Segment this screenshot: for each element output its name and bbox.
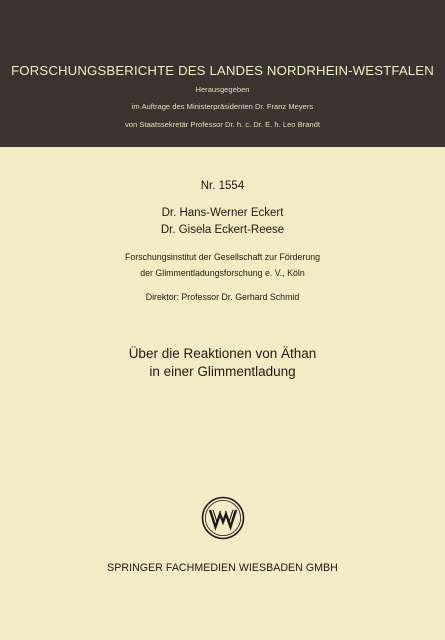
director-line: Direktor: Professor Dr. Gerhard Schmid <box>145 292 300 302</box>
book-title-line-2: in einer Glimmentladung <box>149 364 296 379</box>
editor-line-2: im Auftrage des Ministerpräsidenten Dr. Franz Meyers <box>131 102 314 111</box>
editor-line-3: von Staatssekretär Professor Dr. h. c. Dr. E. h. Leo Brandt <box>125 120 320 129</box>
institute-line-2: der Glimmentladungsforschung e. V., Köln <box>140 268 305 278</box>
series-title: FORSCHUNGSBERICHTE DES LANDES NORDRHEIN-WESTFALEN <box>11 63 434 78</box>
book-title-line-1: Über die Reaktionen von Äthan <box>128 346 317 361</box>
author-2: Dr. Gisela Eckert-Reese <box>160 224 285 236</box>
header-band <box>0 0 445 147</box>
publisher-logo-icon <box>201 496 245 540</box>
editor-line-1: Herausgegeben <box>195 85 250 94</box>
publisher-name: SPRINGER FACHMEDIEN WIESBADEN GMBH <box>107 562 338 574</box>
report-number: Nr. 1554 <box>200 180 245 192</box>
author-1: Dr. Hans-Werner Eckert <box>161 207 284 219</box>
institute-line-1: Forschungsinstitut der Gesellschaft zur Förderung <box>124 252 321 262</box>
